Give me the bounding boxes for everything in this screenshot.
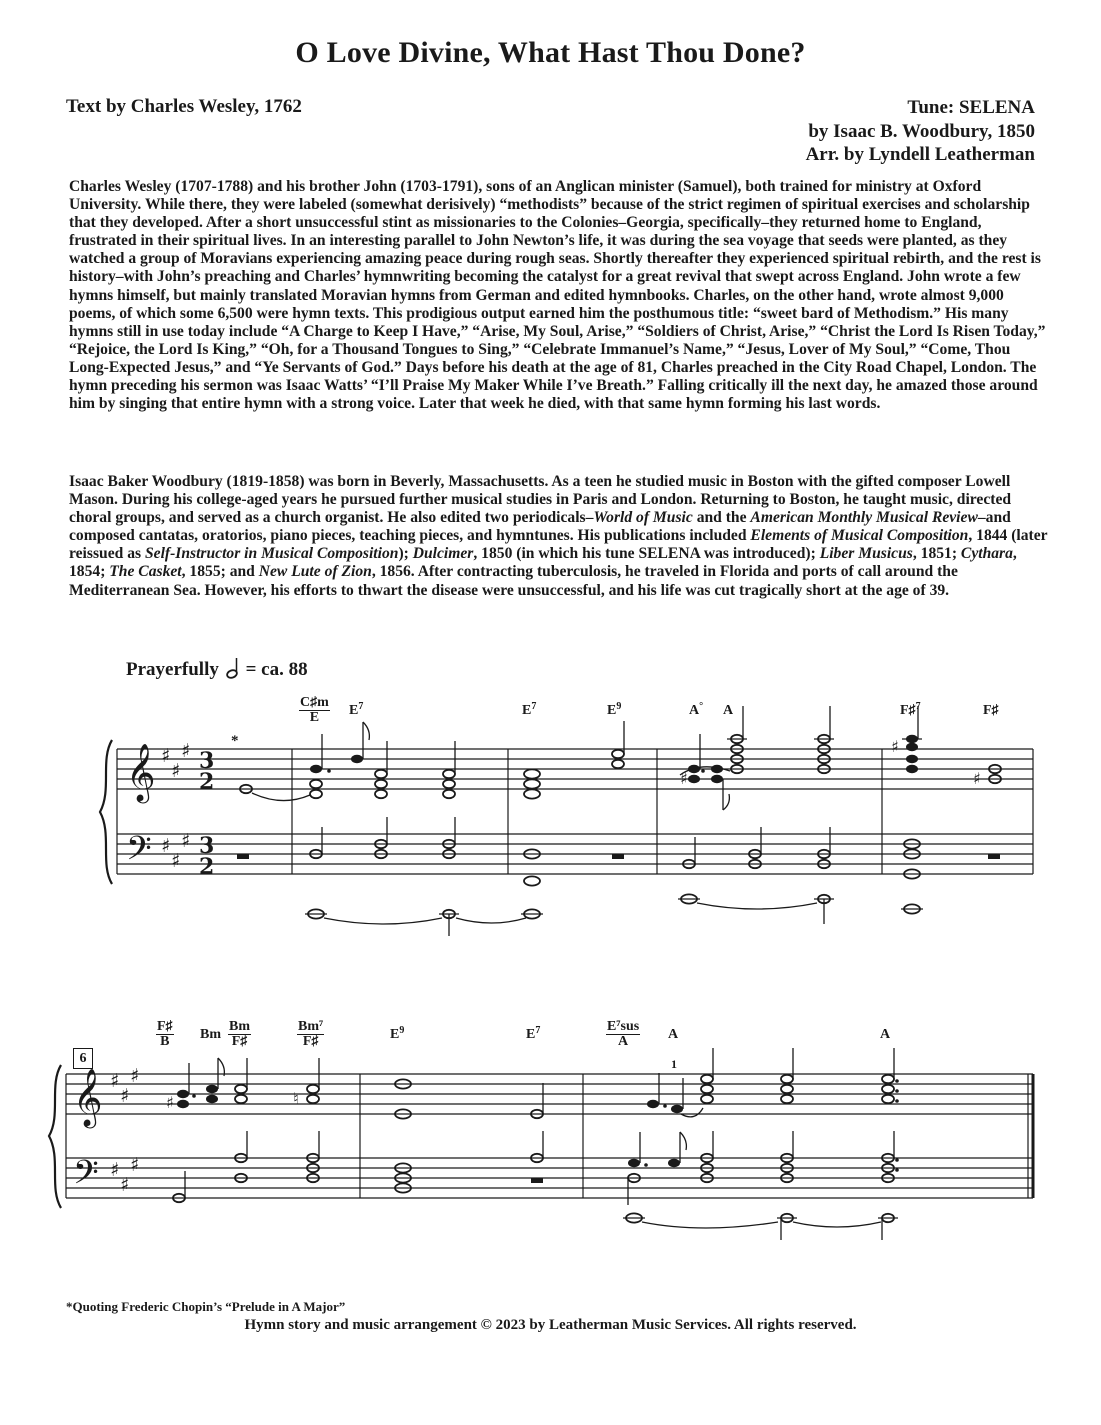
publication-title: Self-Instructor in Musical Composition bbox=[144, 545, 399, 563]
paragraph-text: and the bbox=[692, 509, 751, 527]
svg-text:𝄞: 𝄞 bbox=[126, 743, 156, 801]
chord-symbol: A° bbox=[689, 701, 704, 718]
copyright-notice: Hymn story and music arrangement © 2023 by Leatherman Music Services. All rights reserved. bbox=[244, 1317, 857, 1333]
measure-number: 6 bbox=[73, 1048, 93, 1069]
chord-symbol: $\frac{F♯}{B}$ bbox=[157, 1019, 173, 1049]
svg-text:♯: ♯ bbox=[891, 737, 899, 756]
chord-symbol: $E^7$ bbox=[526, 1025, 541, 1042]
paragraph-text: , 1856. After contracting tuberculosis, he traveled in Florida and ports of call around the Mediterranean Sea. However, his efforts to thwart the disease were unsuccessful, and his life was cut tragically short at the age of 39. bbox=[69, 563, 958, 599]
svg-text:♯: ♯ bbox=[181, 740, 191, 762]
chord-symbol: A bbox=[668, 1027, 679, 1042]
paragraph-text: , 1850 (in which his tune SELENA was introduced); bbox=[473, 545, 820, 563]
svg-text:♯: ♯ bbox=[130, 1154, 140, 1176]
svg-text:2: 2 bbox=[199, 854, 215, 880]
chord-symbol: A bbox=[880, 1027, 891, 1042]
svg-text:𝄢: 𝄢 bbox=[126, 830, 152, 876]
svg-text:♯: ♯ bbox=[130, 1065, 140, 1087]
publication-title: World of Music bbox=[593, 509, 693, 527]
tune-name: Tune: SELENA bbox=[907, 97, 1035, 118]
publication-title: The Casket bbox=[109, 563, 182, 581]
publication-title: Cythara bbox=[960, 545, 1013, 563]
chord-symbol: $E^7$ bbox=[349, 701, 364, 718]
publication-title: Dulcimer bbox=[412, 545, 474, 563]
tune-arranger: Arr. by Lyndell Leatherman bbox=[805, 144, 1035, 165]
asterisk-mark: * bbox=[231, 733, 239, 749]
paragraph-text: ); bbox=[398, 545, 413, 563]
tune-composer: by Isaac B. Woodbury, 1850 bbox=[808, 120, 1035, 142]
chord-symbol: F♯ bbox=[983, 703, 999, 718]
wesley-story-paragraph: Charles Wesley (1707-1788) and his brother John (1703-1791), sons of an Anglican minister (Samuel), both trained for ministry at Oxford University. While there, they were labeled (somewhat derisively) “methodists” because of the strict regimen of spiritual exercises and scholarship that they developed. After a short unsuccessful stint as missionaries to the Colonies–Georgia, specifically–they returned home to England, frustrated in their spiritual lives. In an interesting parallel to John Newton’s life, it was during the sea voyage that seeds were planted, as they watched a group of Moravians experiencing amazing peace during rough seas. Shortly thereafter they experienced spiritual rebirth, and the rest is history–with John’s preaching and Charles’ hymnwriting becoming the catalyst for a great revival that swept across England. John wrote a few hymns himself, but mainly translated Moravian hymns from German and edited hymnbooks. Charles, on the other hand, wrote almost 9,000 poems, of which some 6,500 were hymn texts. This prodigious output earned him the posthumous title: “sweet bard of Methodism.” His many hymns still in use today include “A Charge to Keep I Have,” “Arise, My Soul, Arise,” “Soldiers of Christ, Arise,” “Christ the Lord Is Risen Today,” “Rejoice, the Lord Is King,” “Oh, for a Thousand Tongues to Sing,” “Celebrate Immanuel’s Name,” “Jesus, Lover of My Soul,” “Come, Thou Long-Expected Jesus,” and “Ye Servants of God.” Days before his death at the age of 81, Charles preached in the City Road Chapel, London. The hymn preceding his sermon was Isaac Watts’ “I’ll Praise My Maker While I’ve Breath.” Falling critically ill the next day, he amazed those around him by singing that entire hymn with a strong voice. Later that week he died, with that same hymn forming his last words. bbox=[69, 178, 1046, 413]
paragraph-text: , 1851; bbox=[912, 545, 961, 563]
svg-text:♯: ♯ bbox=[181, 830, 191, 852]
svg-text:♯: ♯ bbox=[680, 769, 688, 788]
chord-symbol: F♯$^7$ bbox=[900, 701, 921, 718]
publication-title: Liber Musicus bbox=[819, 545, 913, 563]
footnote: *Quoting Frederic Chopin’s “Prelude in A Major” bbox=[66, 1299, 346, 1314]
tempo-text: Prayerfully bbox=[126, 659, 219, 680]
svg-text:3: 3 bbox=[199, 748, 215, 774]
svg-text:♯: ♯ bbox=[171, 850, 181, 872]
svg-text:♯: ♯ bbox=[161, 745, 171, 767]
chord-symbol: $\frac{\text{Bm⁷}}{F♯}$ bbox=[298, 1019, 324, 1049]
paragraph-text: Isaac Baker Woodbury (1819-1858) was born in Beverly, Massachusetts. As a teen he studied music in Boston with the gifted composer Lowell Mason. During his college-aged years he pursued further musical studies in Paris and London. Returning to Boston, he taught music, directed choral groups, and served as a church organist. He also edited two periodicals– bbox=[69, 473, 1012, 527]
chord-symbol: Bm bbox=[200, 1027, 221, 1042]
publication-title: American Monthly Musical Review bbox=[750, 509, 978, 527]
chord-symbol: $E^9$ bbox=[607, 701, 622, 718]
svg-text:3: 3 bbox=[199, 833, 215, 859]
svg-text:♯: ♯ bbox=[171, 760, 181, 782]
hymn-title: O Love Divine, What Hast Thou Done? bbox=[295, 36, 806, 69]
chord-symbol: $E^9$ bbox=[390, 1025, 405, 1042]
publication-title: Elements of Musical Composition bbox=[750, 527, 969, 545]
paragraph-text: , 1844 (later reissued as bbox=[69, 527, 1048, 563]
svg-text:𝄞: 𝄞 bbox=[73, 1068, 103, 1126]
svg-text:♯: ♯ bbox=[161, 835, 171, 857]
chord-symbol: $E^7$ bbox=[522, 701, 537, 718]
chord-symbol: $\frac{C♯m}{E}$ bbox=[300, 695, 329, 725]
bass-staff bbox=[117, 834, 1033, 874]
svg-text:♯: ♯ bbox=[120, 1174, 130, 1196]
svg-text:♮: ♮ bbox=[293, 1089, 299, 1108]
svg-text:♯: ♯ bbox=[110, 1070, 120, 1092]
tempo-value: = ca. 88 bbox=[245, 659, 308, 680]
chord-symbol: $\frac{\text{E⁷sus}}{A}$ bbox=[607, 1019, 640, 1049]
chord-symbol: A bbox=[723, 703, 734, 718]
publication-title: New Lute of Zion bbox=[258, 563, 372, 581]
svg-text:𝄢: 𝄢 bbox=[73, 1154, 99, 1200]
svg-text:2: 2 bbox=[199, 769, 215, 795]
svg-text:♯: ♯ bbox=[110, 1159, 120, 1181]
svg-text:♯: ♯ bbox=[973, 769, 981, 788]
paragraph-text: –and composed cantatas, oratorios, piano pieces, teaching pieces, and hymntunes. His publications included bbox=[69, 509, 1011, 545]
paragraph-text: , 1854; bbox=[69, 545, 1017, 581]
fingering-number: 1 bbox=[671, 1057, 677, 1071]
svg-text:♯: ♯ bbox=[120, 1085, 130, 1107]
text-credit: Text by Charles Wesley, 1762 bbox=[66, 96, 302, 117]
svg-text:♯: ♯ bbox=[166, 1093, 174, 1112]
chord-symbol: $\frac{Bm}{F♯}$ bbox=[229, 1019, 250, 1049]
paragraph-text: , 1855; and bbox=[181, 563, 259, 581]
